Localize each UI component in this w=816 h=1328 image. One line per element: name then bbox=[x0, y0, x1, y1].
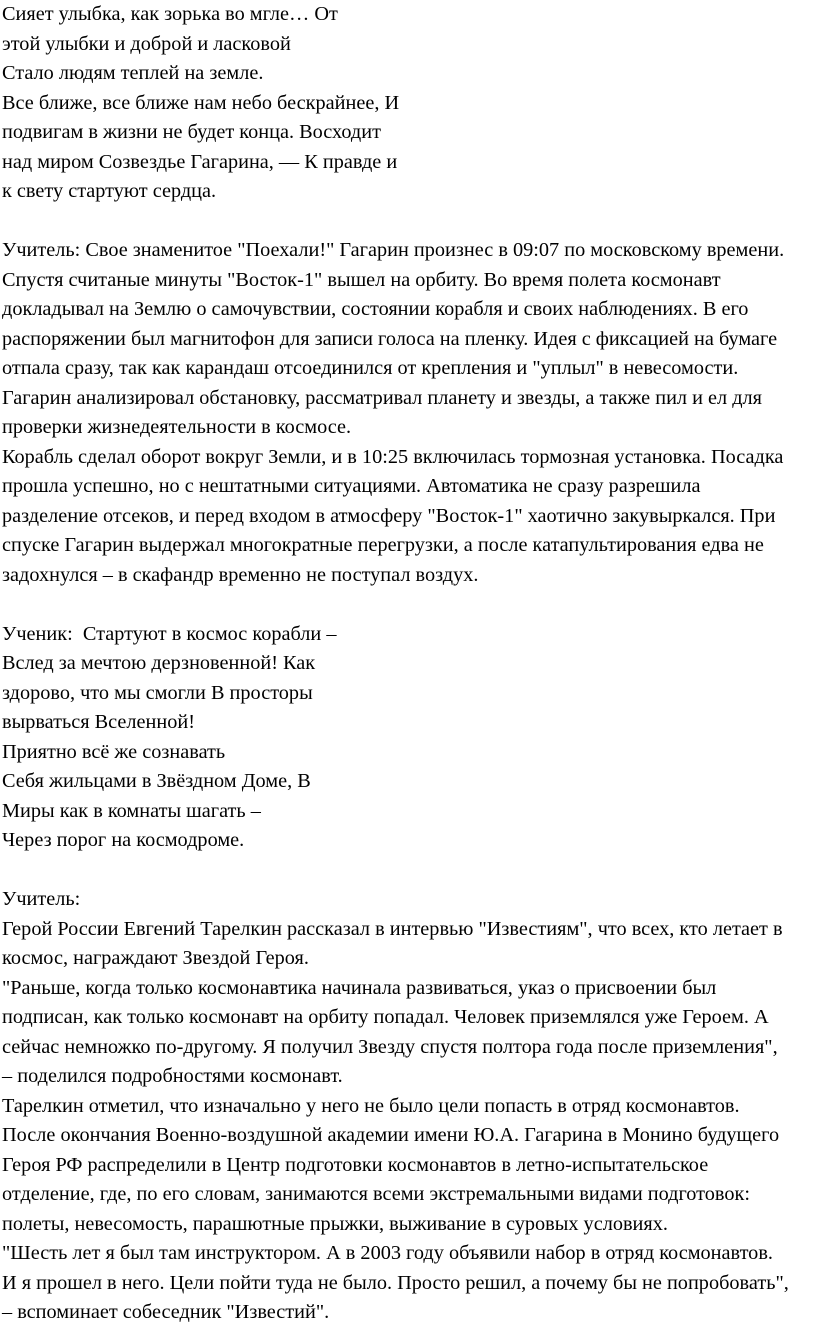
text-line: спуске Гагарин выдержал многократные перегрузки, а после катапультирования едва не bbox=[2, 534, 764, 556]
text-line: вырваться Вселенной! bbox=[2, 711, 195, 733]
text-line: – вспоминает собеседник "Известий". bbox=[2, 1301, 330, 1323]
text-line: Стало людям теплей на земле. bbox=[2, 62, 264, 84]
text-line: Миры как в комнаты шагать – bbox=[2, 799, 261, 822]
text-line: подвигам в жизни не будет конца. Восходит bbox=[2, 121, 381, 143]
student-poem bbox=[2, 620, 814, 856]
text-line: Героя РФ распределили в Центр подготовки космонавтов в летно-испытательское bbox=[2, 1153, 709, 1176]
text-line: над миром Созвездье Гагарина, — К правде и bbox=[2, 150, 398, 173]
text-line: космос, награждают Звездой Героя. bbox=[2, 947, 309, 969]
text-line: Через порог на космодроме. bbox=[2, 829, 245, 851]
text-line: Себя жильцами в Звёздном Доме, В bbox=[2, 770, 311, 792]
text-line: сейчас немножко по-другому. Я получил Звезду спустя полтора года после приземления", bbox=[2, 1035, 778, 1058]
text-line: Корабль сделал оборот вокруг Земли, и в 10:25 включилась тормозная установка. Посадка bbox=[2, 445, 784, 468]
poem-1 bbox=[2, 0, 814, 207]
text-line: Учитель: Свое знаменитое "Поехали!" Гагарин произнес в 09:07 по московскому времени. bbox=[2, 239, 785, 261]
teacher-paragraph-2 bbox=[2, 885, 814, 1328]
text-line: – поделился подробностями космонавт. bbox=[2, 1065, 343, 1087]
text-line: задохнулся – в скафандр временно не поступал воздух. bbox=[2, 563, 479, 586]
blank-line bbox=[2, 856, 814, 886]
text-line: Герой России Евгений Тарелкин рассказал в интервью "Известиям", что всех, кто летает в bbox=[2, 917, 783, 940]
text-line: Все ближе, все ближе нам небо бескрайнее, И bbox=[2, 91, 400, 114]
text-line: отделение, где, по его словам, занимаются всеми экстремальными видами подготовок: bbox=[2, 1183, 750, 1205]
text-line: Спустя считаные минуты "Восток-1" вышел на орбиту. Во время полета космонавт bbox=[2, 268, 721, 291]
text-line: Учитель: bbox=[2, 888, 81, 910]
text-line: отпала сразу, так как карандаш отсоединился от крепления и "уплыл" в невесомости. bbox=[2, 357, 739, 379]
text-line: этой улыбки и доброй и ласковой bbox=[2, 32, 291, 55]
text-line: здорово, что мы смогли В просторы bbox=[2, 681, 313, 704]
text-line: После окончания Военно-воздушной академии имени Ю.А. Гагарина в Монино будущего bbox=[2, 1124, 780, 1146]
text-line: "Раньше, когда только космонавтика начинала развиваться, указ о присвоении был bbox=[2, 976, 717, 999]
blank-line bbox=[2, 207, 814, 237]
text-line: прошла успешно, но с нештатными ситуациями. Автоматика не сразу разрешила bbox=[2, 475, 701, 497]
blank-line bbox=[2, 590, 814, 620]
text-line: Сияет улыбка, как зорька во мгле… От bbox=[2, 3, 338, 25]
text-line: И я прошел в него. Цели пойти туда не было. Просто решил, а почему бы не попробовать", bbox=[2, 1271, 789, 1294]
teacher-paragraph-1 bbox=[2, 236, 814, 590]
text-line: докладывал на Землю о самочувствии, состоянии корабля и своих наблюдениях. В его bbox=[2, 298, 749, 320]
text-line: распоряжении был магнитофон для записи голоса на пленку. Идея с фиксацией на бумаге bbox=[2, 327, 778, 350]
text-line: Приятно всё же сознавать bbox=[2, 740, 226, 763]
text-line: Тарелкин отметил, что изначально у него не было цели попасть в отряд космонавтов. bbox=[2, 1094, 740, 1117]
text-line: Ученик: Стартуют в космос корабли – bbox=[2, 622, 337, 645]
text-line: Вслед за мечтою дерзновенной! Как bbox=[2, 652, 316, 674]
text-line: "Шесть лет я был там инструктором. А в 2003 году объявили набор в отряд космонавтов. bbox=[2, 1242, 773, 1264]
text-line: проверки жизнедеятельности в космосе. bbox=[2, 416, 352, 438]
document-page bbox=[2, 0, 814, 1328]
text-line: Гагарин анализировал обстановку, рассматривал планету и звезды, а также пил и ел для bbox=[2, 386, 763, 409]
text-line: разделение отсеков, и перед входом в атмосферу "Восток-1" хаотично закувыркался. При bbox=[2, 504, 776, 527]
text-line: полеты, невесомость, парашютные прыжки, выживание в суровых условиях. bbox=[2, 1212, 668, 1235]
text-line: к свету стартуют сердца. bbox=[2, 180, 217, 202]
text-line: подписан, как только космонавт на орбиту попадал. Человек приземлялся уже Героем. А bbox=[2, 1006, 769, 1028]
